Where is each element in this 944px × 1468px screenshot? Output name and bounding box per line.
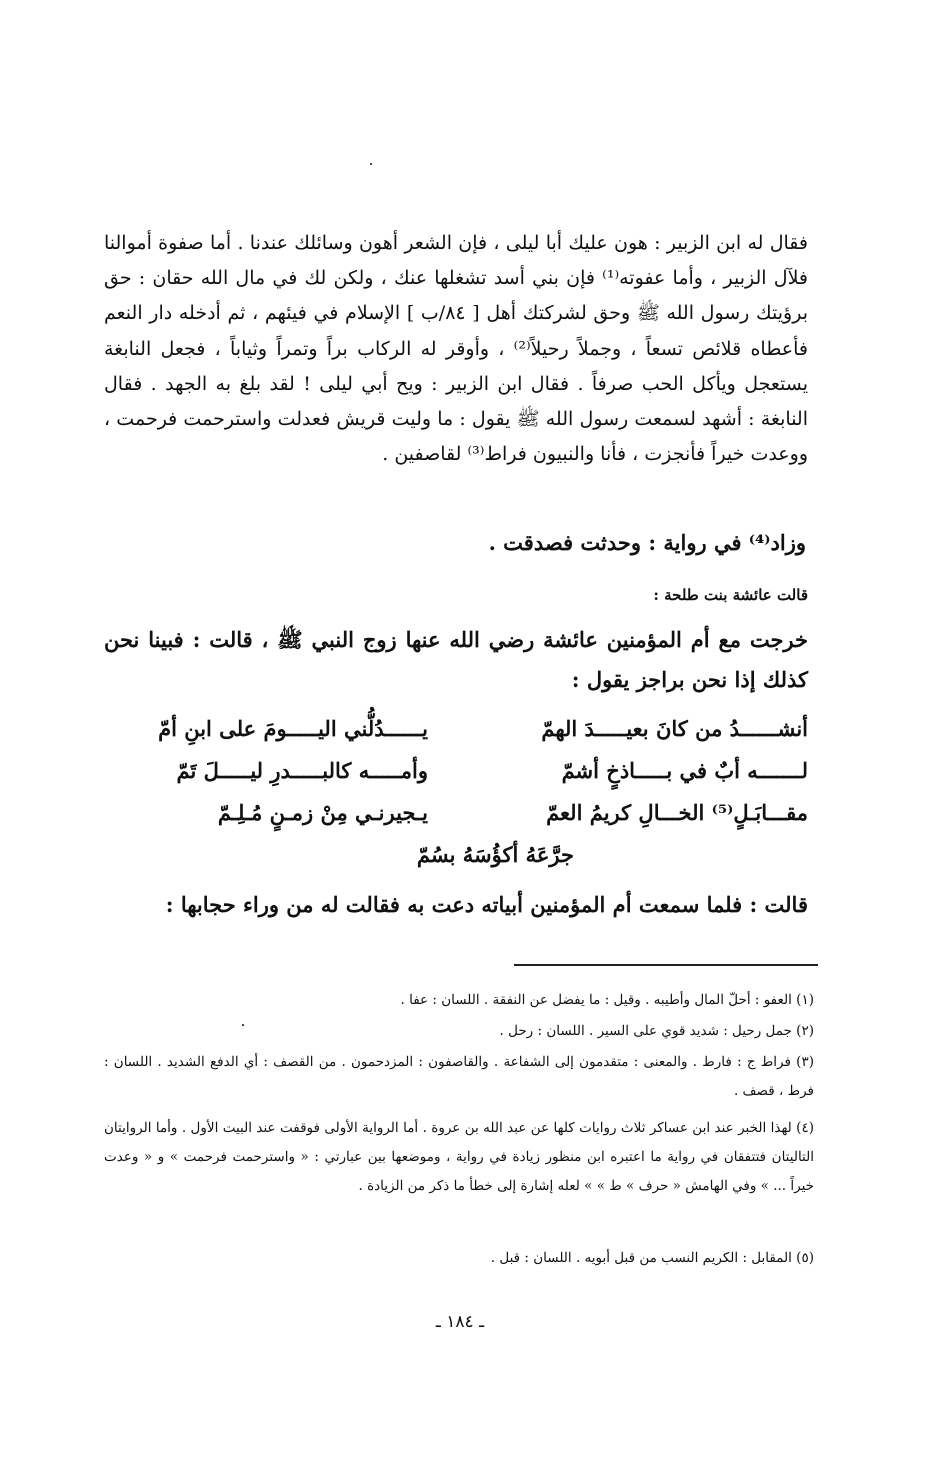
footnote-1: (١) العفو : أحلّ المال وأطيبه . وقيل : ما يفضل عن النفقة . اللسان : عفا . [400, 992, 814, 1008]
verse-last: جرَّعَهُ أكؤُسَهُ بسُمّ [416, 842, 574, 867]
footnote-separator [514, 964, 818, 966]
footnote-4: (٤) لهذا الخبر عند ابن عساكر ثلاث روايات كلها عن عبد الله بن عروة . أما الرواية الأولى فوقفت عند البيت الأول . وأما الروايتان التاليتان فتتفقان في رواية ما اعتبره ابن منظور زيادة في رواية ، وموضعها بين عبارتي : « واسترحمت فرحمت » و « وعدت خيراً ... » وفي الهامش « حرف » ط » » لعله إشارة إلى خطأ ما ذكر من الزيادة . [104, 1120, 814, 1194]
speck [370, 163, 372, 165]
paragraph-1: فقال له ابن الزبير : هون عليك أبا ليلى ، فإن الشعر أهون وسائلك عندنا . أما صفوة أموالنا فلآل الزبير ، وأما عفوته⁽¹⁾ فإن بني أسد تشغلها عنك ، ولكن لك في مال الله حقان : حق برؤيتك رسول الله ﷺ وحق لشركتك أهل [ ٨٤/ب ] الإسلام في فيئهم ، ثم أدخله دار النعم فأعطاه قلائص تسعاً ، وجملاً رحيلاً⁽²⁾ ، وأوقر له الركاب براً وتمراً وثياباً ، فجعل النابغة يستعجل ويأكل الحب صرفاً . فقال ابن الزبير : ويح أبي ليلى ! لقد بلغ به الجهد . فقال النابغة : أشهد لسمعت رسول الله ﷺ يقول : ما وليت قريش فعدلت واسترحمت فرحمت ، ووعدت خيراً فأنجزت ، فأنا والنبيون فراط⁽³⁾ لقاصفين . [104, 232, 809, 466]
footnote-3: (٣) فراط ج : فارط . والمعنى : متقدمون إلى الشفاعة . والقاصفون : المزدحمون . من القصف : أي الدفع الشديد . اللسان : فرط ، قصف . [104, 1054, 814, 1099]
verse-hemistich-2: وأمـــــه كالبـــــدرِ ليـــــلَ تَمّ [176, 758, 428, 783]
verse-hemistich-1: أنشــــــدُ من كانَ بعيـــــدَ الهمّ [541, 716, 808, 741]
section-heading: قالت عائشة بنت طلحة : [653, 586, 808, 604]
verse-hemistich-2: يـجيرنـي مِنْ زمـنٍ مُـلِـمّ [217, 800, 428, 825]
addition-line: وزاد⁽⁴⁾ في رواية : وحدثت فصدقت . [488, 530, 806, 555]
verse-hemistich-1: مقـــابَـلٍ⁽⁵⁾ الخـــالِ كريمُ العمّ [546, 800, 808, 825]
paragraph-2: خرجت مع أم المؤمنين عائشة رضي الله عنها زوج النبي ﷺ ، قالت : فبينا نحن كذلك إذا نحن براجز يقول : [104, 627, 808, 692]
verse-hemistich-2: يــــــدُلُّني اليـــــومَ على ابنِ أمّ [158, 716, 428, 741]
page-number: ـ ١٨٤ ـ [435, 1312, 485, 1332]
verse-hemistich-1: لـــــــه أبٌ في بـــــاذخٍ أشمّ [561, 758, 808, 783]
footnote-2: (٢) جمل رحيل : شديد قوي على السير . اللسان : رحل . [499, 1023, 814, 1039]
footnote-5: (٥) المقابل : الكريم النسب من قبل أبويه . اللسان : قبل . [490, 1250, 814, 1266]
verse-3 [128, 800, 808, 840]
verse-2 [128, 758, 808, 798]
verse-1 [128, 716, 808, 756]
paragraph-3: قالت : فلما سمعت أم المؤمنين أبياته دعت به فقالت له من وراء حجابها : [165, 892, 808, 917]
